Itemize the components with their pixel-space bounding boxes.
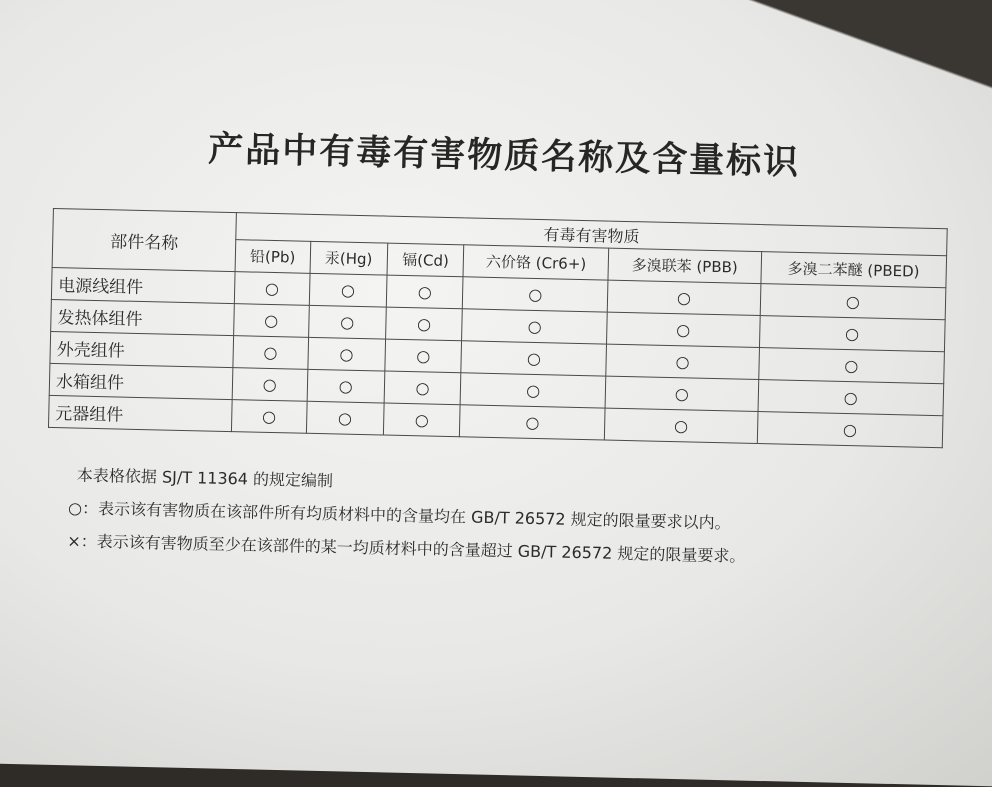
compliance-mark: ○ — [414, 410, 430, 430]
compliance-mark: ○ — [526, 380, 541, 401]
mark-cell — [307, 369, 385, 403]
mark-cell — [386, 307, 463, 341]
part-name-cell: 水箱组件 — [49, 363, 233, 399]
compliance-mark: ○ — [261, 406, 277, 427]
note-cross: ×：表示该有害物质至少在该部件的某一均质材料中的含量超过 GB/T 26572 规定的限量要求。 — [67, 531, 746, 566]
compliance-mark: ○ — [527, 316, 542, 337]
compliance-mark: ○ — [262, 374, 277, 395]
compliance-mark: ○ — [843, 387, 858, 408]
compliance-mark: ○ — [525, 412, 540, 433]
substance-header-pb: 铅(Pb) — [235, 240, 310, 274]
mark-cell — [461, 341, 607, 376]
background-corner — [532, 0, 992, 120]
part-name-cell: 元器组件 — [48, 395, 232, 431]
mark-cell — [231, 400, 306, 434]
mark-cell — [460, 405, 606, 440]
mark-cell — [308, 305, 386, 339]
note-basis: 本表格依据 SJ/T 11364 的规定编制 — [76, 465, 334, 491]
mark-cell — [384, 371, 461, 405]
mark-cell — [757, 412, 943, 448]
compliance-mark: ○ — [528, 284, 543, 305]
compliance-mark: ○ — [416, 314, 432, 334]
mark-cell — [233, 336, 308, 370]
compliance-mark: ○ — [676, 288, 692, 308]
substance-table — [48, 208, 948, 448]
mark-cell — [607, 280, 760, 315]
mark-cell — [758, 348, 944, 384]
compliance-mark: ○ — [264, 310, 279, 331]
mark-cell — [234, 272, 309, 306]
mark-cell — [309, 273, 387, 307]
mark-cell — [605, 376, 758, 411]
note-circle: ○：表示该有害物质在该部件所有均质材料中的含量均在 GB/T 26572 规定的限量要求以内。 — [67, 498, 731, 533]
compliance-mark: ○ — [675, 352, 690, 372]
mark-cell — [463, 277, 609, 312]
mark-cell — [758, 380, 944, 416]
compliance-mark: ○ — [337, 408, 353, 428]
compliance-mark: ○ — [263, 342, 278, 363]
part-name-cell: 电源线组件 — [51, 267, 235, 303]
compliance-mark: ○ — [673, 416, 689, 436]
mark-cell — [385, 339, 462, 373]
compliance-mark: ○ — [674, 384, 690, 404]
compliance-mark: ○ — [339, 344, 354, 364]
mark-cell — [386, 275, 463, 309]
compliance-mark: ○ — [340, 312, 355, 332]
compliance-mark: ○ — [844, 323, 860, 344]
substance-header-pbde: 多溴二苯醚 (PBED) — [761, 252, 947, 288]
mark-cell — [306, 401, 384, 435]
compliance-mark: ○ — [676, 320, 691, 340]
compliance-mark: ○ — [844, 355, 859, 376]
compliance-mark: ○ — [416, 346, 431, 366]
part-name-cell: 外壳组件 — [50, 331, 234, 367]
mark-cell — [460, 373, 606, 408]
document-content — [45, 118, 955, 577]
compliance-mark: ○ — [340, 280, 356, 300]
mark-cell — [605, 408, 758, 443]
compliance-mark: ○ — [417, 282, 433, 302]
part-name-cell: 发热体组件 — [51, 299, 235, 335]
mark-cell — [606, 344, 759, 379]
compliance-mark: ○ — [526, 348, 542, 369]
compliance-mark: ○ — [264, 278, 280, 299]
mark-cell — [232, 368, 307, 402]
substance-header-cr6: 六价铬 (Cr6+) — [463, 245, 609, 280]
compliance-mark: ○ — [842, 419, 858, 440]
compliance-mark: ○ — [845, 291, 861, 312]
substance-header-pbb: 多溴联苯 (PBB) — [608, 248, 761, 283]
compliance-mark: ○ — [338, 376, 353, 396]
mark-cell — [307, 337, 385, 371]
mark-cell — [759, 316, 945, 352]
mark-cell — [383, 403, 460, 437]
page-title: 产品中有毒有害物质名称及含量标识 — [207, 129, 801, 183]
substance-group-header: 有毒有害物质 — [236, 213, 947, 256]
mark-cell — [462, 309, 608, 344]
mark-cell — [234, 304, 309, 338]
part-name-header: 部件名称 — [52, 208, 236, 271]
substance-header-cd: 镉(Cd) — [387, 243, 464, 277]
table-body — [48, 267, 945, 447]
substance-header-hg: 汞(Hg) — [310, 241, 388, 275]
compliance-mark: ○ — [415, 378, 430, 398]
mark-cell — [760, 284, 946, 320]
notes — [45, 458, 947, 577]
mark-cell — [607, 312, 760, 347]
